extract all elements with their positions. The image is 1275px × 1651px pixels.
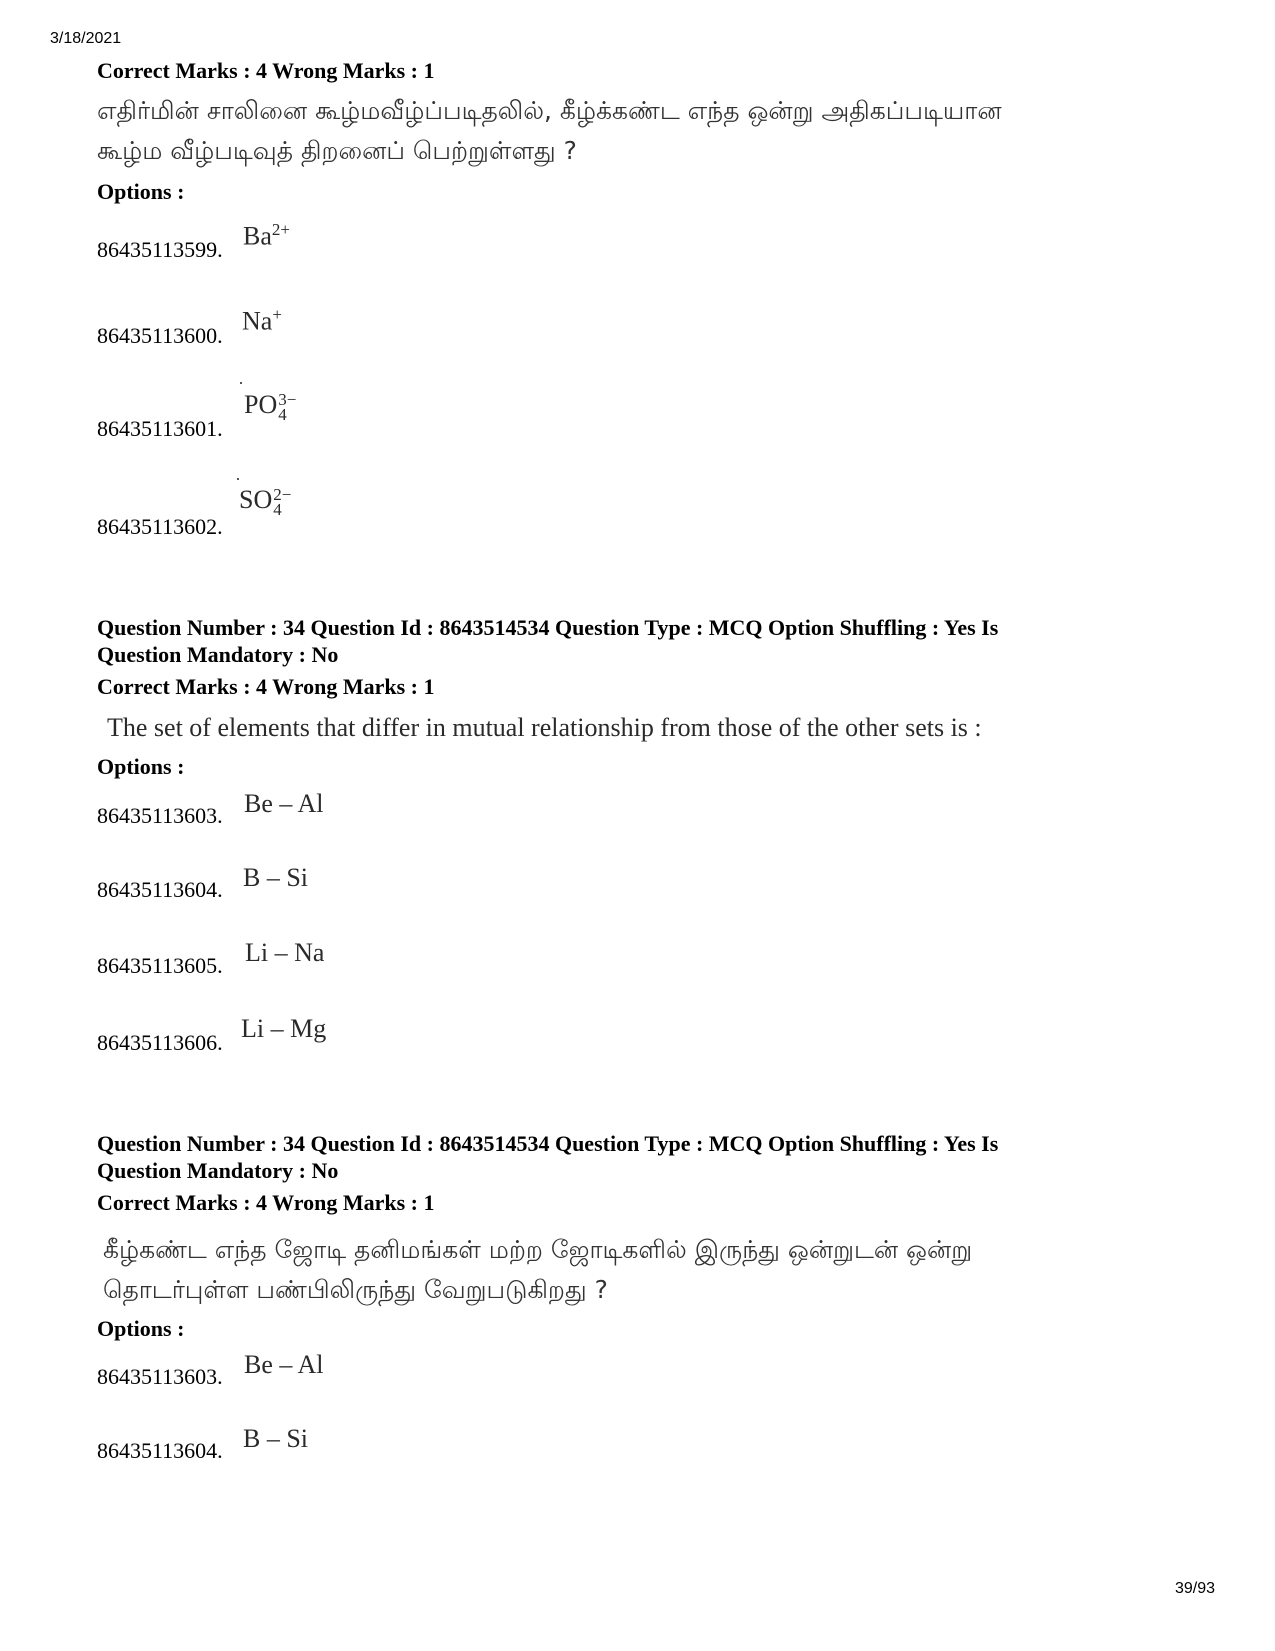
option-value: Be – Al xyxy=(244,1350,324,1379)
marks-line: Correct Marks : 4 Wrong Marks : 1 xyxy=(97,674,435,699)
options-label: Options : xyxy=(97,1316,185,1341)
option-value: $Ba^{2+}$ xyxy=(243,220,290,251)
option-value: PO 3− 4 xyxy=(244,390,297,425)
option-value: SO 2− 4 xyxy=(239,485,292,520)
print-date: 3/18/2021 xyxy=(50,30,122,47)
option-id: 86435113603. xyxy=(97,1364,223,1389)
option-id: 86435113601. xyxy=(97,416,223,441)
option-id: 86435113600. xyxy=(97,323,223,348)
scan-speck xyxy=(240,382,242,384)
option-value: B – Si xyxy=(243,863,309,892)
option-value: Na+ xyxy=(242,305,282,336)
option-id: 86435113602. xyxy=(97,514,223,539)
option-id: 86435113599. xyxy=(97,237,223,262)
option-id: 86435113604. xyxy=(97,877,223,902)
option-value: Li – Mg xyxy=(241,1014,327,1043)
option-value: B – Si xyxy=(243,1424,309,1453)
page-number: 39/93 xyxy=(1174,1580,1215,1597)
options-label: Options : xyxy=(97,754,185,779)
question-header: Question Number : 34 Question Id : 8643514534 Question Type : MCQ Option Shuffling : Yes Is Question Mandatory : No xyxy=(97,615,999,667)
marks-line: Correct Marks : 4 Wrong Marks : 1 xyxy=(97,58,435,83)
question-text: The set of elements that differ in mutual relationship from those of the other sets is : xyxy=(107,713,982,742)
option-value: Li – Na xyxy=(245,938,325,967)
option-id: 86435113603. xyxy=(97,803,223,828)
option-id: 86435113606. xyxy=(97,1030,223,1055)
option-id: 86435113605. xyxy=(97,953,223,978)
options-label: Options : xyxy=(97,179,185,204)
marks-line: Correct Marks : 4 Wrong Marks : 1 xyxy=(97,1190,435,1215)
question-text: கீழ்கண்ட எந்த ஜோடி தனிமங்கள் மற்ற ஜோடிகளில் இருந்து ஒன்றுடன் ஒன்று தொடர்புள்ள பண்பிலிருந்து வேறுபடுகிறது ? xyxy=(103,1235,973,1304)
question-text: எதிர்மின் சாலினை கூழ்மவீழ்ப்படிதலில், கீழ்க்கண்ட எந்த ஒன்று அதிகப்படியான கூழ்ம வீழ்படிவுத் திறனைப் பெற்றுள்ளது ? xyxy=(97,96,1002,165)
option-id: 86435113604. xyxy=(97,1438,223,1463)
option-value: Be – Al xyxy=(244,789,324,818)
question-header: Question Number : 34 Question Id : 8643514534 Question Type : MCQ Option Shuffling : Yes Is Question Mandatory : No xyxy=(97,1131,999,1183)
scan-speck xyxy=(237,478,239,480)
